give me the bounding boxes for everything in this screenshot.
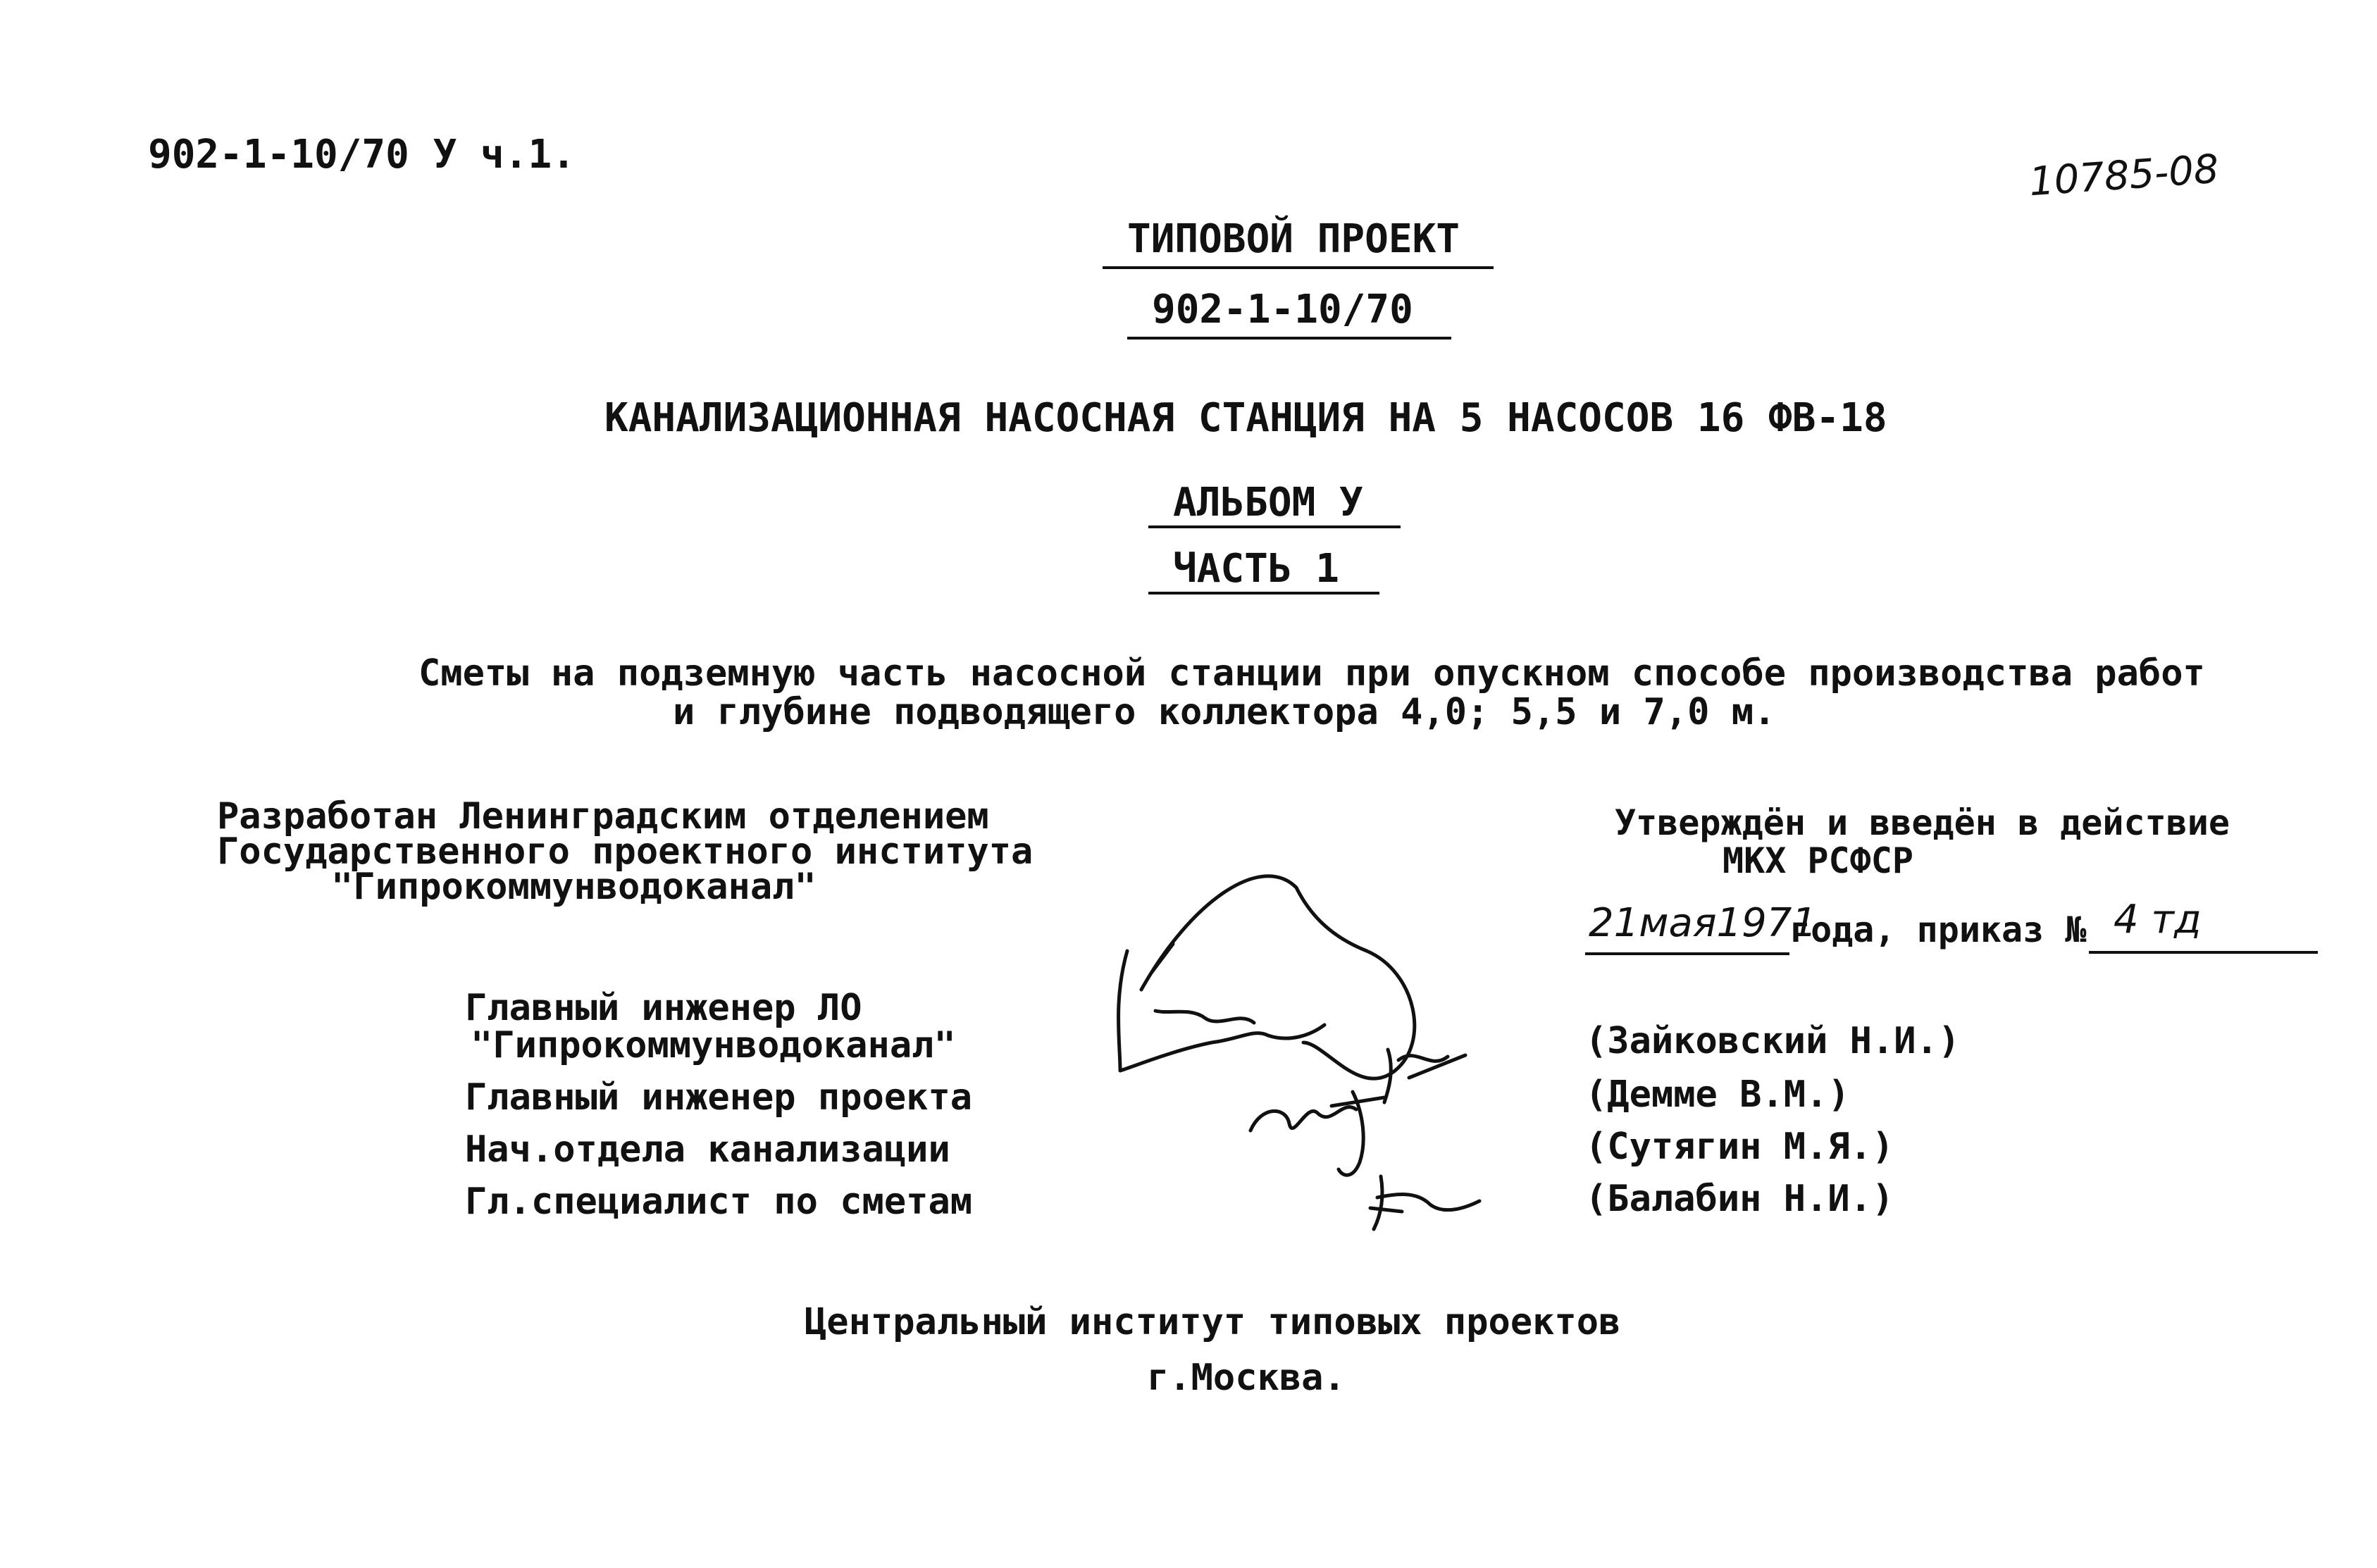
signatory-2-name: (Демме В.М.) [1585,1074,1850,1116]
signatory-3-position: Нач.отдела канализации [465,1128,950,1171]
footer-city: г.Москва. [1147,1357,1346,1399]
project-number: 902-1-10/70 [1152,287,1413,332]
approval-line-2: МКХ РСФСР [1723,840,1913,881]
footer-institute: Центральный институт типовых проектов [805,1301,1621,1343]
approval-date-underline [1585,952,1789,955]
signatory-1-name: (Зайковский Н.И.) [1585,1020,1961,1062]
part-underline [1148,592,1379,595]
developer-line-1: Разработан Ленинградским отделением [217,795,989,838]
approval-order-number: 4 тд [2114,897,2202,942]
signatory-4-name: (Балабин Н.И.) [1585,1178,1894,1220]
signatory-3-name: (Сутягин М.Я.) [1585,1126,1894,1168]
signatory-2-position: Главный инженер проекта [465,1076,973,1119]
signatory-1-position: Главный инженер ЛО [465,987,862,1029]
signatory-4-position: Гл.специалист по сметам [465,1181,973,1223]
developer-line-2: Государственного проектного института [217,830,1034,873]
signature-2 [1384,1050,1465,1102]
description-line-2: и глубине подводящего коллектора 4,0; 5,5 и 7,0 м. [673,691,1776,733]
project-type-title: ТИПОВОЙ ПРОЕКТ [1127,216,1460,262]
title-underline [1103,266,1494,269]
album-underline [1148,525,1401,528]
part-title: ЧАСТЬ 1 [1173,546,1340,592]
document-code: 902-1-10/70 У ч.1. [148,132,576,178]
signatory-1-position-line-2: "Гипрокоммунводоканал" [471,1024,956,1066]
project-number-underline [1127,337,1451,340]
description-line-1: Сметы на подземную часть насосной станции при опускном способе производства работ [418,652,2205,695]
developer-line-3: "Гипрокоммунводоканал" [331,866,817,908]
signature-1 [1119,876,1415,1078]
approval-line-1: Утверждён и введён в действие [1615,802,2230,843]
inventory-number: 10785-08 [2028,146,2221,206]
signatures-graphic [1099,859,1494,1254]
album-title: АЛЬБОМ У [1173,480,1363,525]
approval-date: 21мая1971 [1589,900,1818,946]
approval-order-text: года, приказ № [1789,909,2087,950]
station-title: КАНАЛИЗАЦИОННАЯ НАСОСНАЯ СТАНЦИЯ НА 5 НАСОСОВ 16 ФВ-18 [604,395,1887,441]
signature-3 [1250,1092,1384,1175]
approval-order-underline [2089,951,2318,954]
signature-4 [1370,1176,1479,1229]
